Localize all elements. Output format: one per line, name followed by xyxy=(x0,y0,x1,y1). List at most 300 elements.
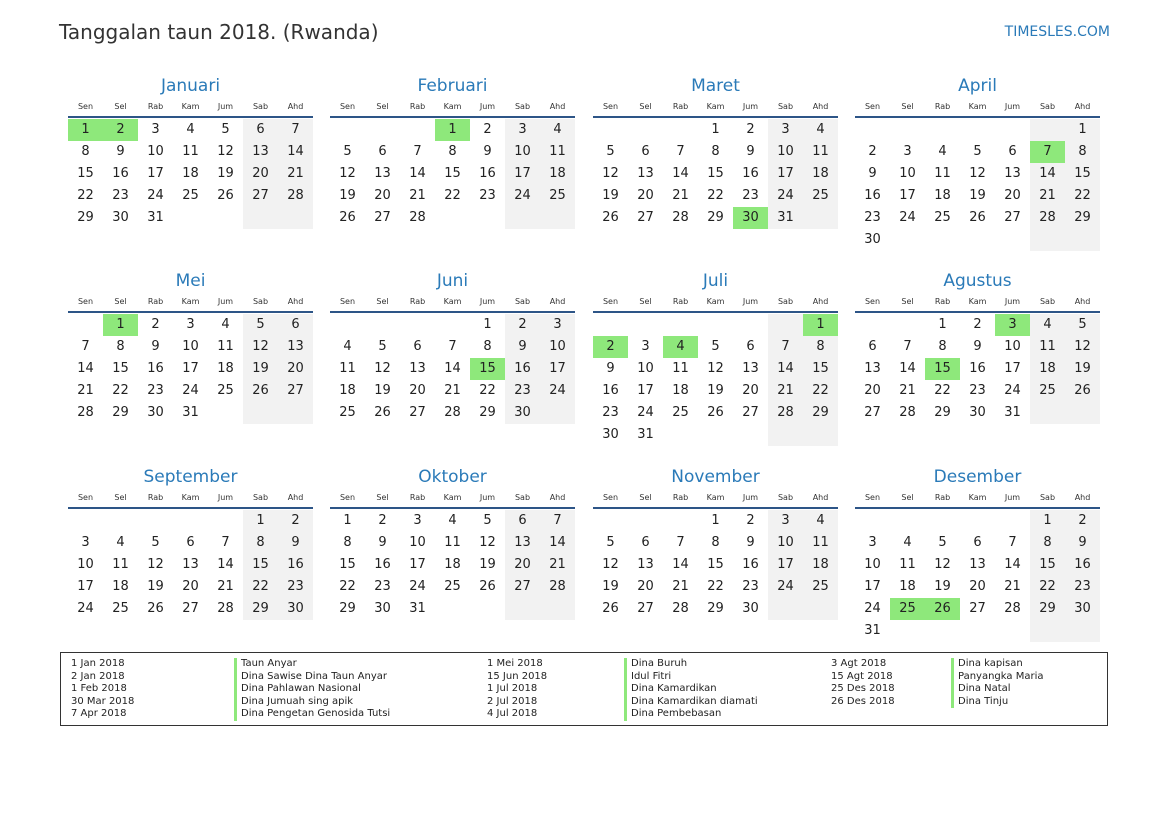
weekday-label: Kam xyxy=(181,493,200,502)
empty-cell xyxy=(540,402,575,424)
empty-cell xyxy=(435,207,470,229)
day-cell: 20 xyxy=(864,383,881,398)
month-rule xyxy=(855,116,1100,118)
day-cell: 16 xyxy=(479,166,496,181)
day-cell: 15 xyxy=(444,166,461,181)
day-cell: 9 xyxy=(868,166,877,181)
empty-cell xyxy=(803,424,838,446)
day-cell: 18 xyxy=(803,163,838,185)
day-cell: 25 xyxy=(339,405,356,420)
weekday-label: Rab xyxy=(409,297,426,306)
holiday-day-cell: 3 xyxy=(995,314,1030,336)
day-cell: 22 xyxy=(444,188,461,203)
empty-cell xyxy=(138,510,173,532)
day-cell: 28 xyxy=(278,185,313,207)
day-cell: 18 xyxy=(1030,358,1065,380)
holiday-name: Dina kapisan xyxy=(951,658,1043,671)
day-cell: 10 xyxy=(768,532,803,554)
day-cell: 28 xyxy=(899,405,916,420)
weekday-label: Jum xyxy=(742,493,759,502)
empty-cell xyxy=(435,598,470,620)
weekday-label: Sen xyxy=(339,102,356,111)
day-cell: 6 xyxy=(378,144,387,159)
weekday-label: Sel xyxy=(639,493,652,502)
empty-cell xyxy=(365,314,400,336)
empty-cell xyxy=(890,119,925,141)
empty-cell xyxy=(995,119,1030,141)
day-cell: 4 xyxy=(540,119,575,141)
day-cell: 6 xyxy=(278,314,313,336)
day-cell: 10 xyxy=(540,336,575,358)
day-cell: 25 xyxy=(934,210,951,225)
day-grid xyxy=(855,119,1100,251)
day-cell: 28 xyxy=(1030,207,1065,229)
day-cell: 17 xyxy=(540,358,575,380)
empty-cell xyxy=(68,314,103,336)
day-cell: 16 xyxy=(742,557,759,572)
day-cell: 17 xyxy=(505,163,540,185)
day-cell: 24 xyxy=(1004,383,1021,398)
day-cell: 20 xyxy=(505,554,540,576)
day-cell: 10 xyxy=(505,141,540,163)
empty-cell xyxy=(890,229,925,251)
weekday-label: Sel xyxy=(901,297,914,306)
day-cell: 5 xyxy=(378,339,387,354)
day-cell: 1 xyxy=(1065,119,1100,141)
day-cell: 12 xyxy=(374,361,391,376)
day-cell: 17 xyxy=(409,557,426,572)
holiday-day-cell: 15 xyxy=(470,358,505,380)
day-cell: 29 xyxy=(934,405,951,420)
day-grid xyxy=(593,510,838,620)
holiday-date: 3 Agt 2018 xyxy=(831,658,887,669)
day-cell: 18 xyxy=(672,383,689,398)
day-cell: 13 xyxy=(742,361,759,376)
day-cell: 11 xyxy=(672,361,689,376)
day-cell: 21 xyxy=(77,383,94,398)
day-cell: 14 xyxy=(899,361,916,376)
day-cell: 31 xyxy=(182,405,199,420)
day-cell: 29 xyxy=(707,601,724,616)
empty-cell xyxy=(593,119,628,141)
day-cell: 1 xyxy=(483,317,492,332)
empty-cell xyxy=(663,510,698,532)
weekday-label: Ahd xyxy=(287,297,304,306)
empty-cell xyxy=(330,119,365,141)
day-cell: 27 xyxy=(637,601,654,616)
day-cell: 26 xyxy=(243,380,278,402)
day-cell: 10 xyxy=(899,166,916,181)
day-cell: 8 xyxy=(711,535,720,550)
weekday-header xyxy=(330,295,575,309)
day-cell: 25 xyxy=(444,579,461,594)
day-cell: 10 xyxy=(637,361,654,376)
day-cell: 26 xyxy=(602,210,619,225)
day-grid xyxy=(593,314,838,446)
empty-cell xyxy=(960,119,995,141)
day-cell: 15 xyxy=(339,557,356,572)
day-cell: 3 xyxy=(903,144,912,159)
empty-cell xyxy=(1030,119,1065,141)
month-rule xyxy=(593,116,838,118)
day-cell: 10 xyxy=(864,557,881,572)
day-cell: 27 xyxy=(742,405,759,420)
day-cell: 4 xyxy=(343,339,352,354)
weekday-label: Jum xyxy=(217,493,234,502)
month-februari xyxy=(330,75,575,229)
day-cell: 19 xyxy=(374,383,391,398)
empty-cell xyxy=(1065,620,1100,642)
day-cell: 9 xyxy=(116,144,125,159)
holiday-name: Dina Jumuah sing apik xyxy=(234,696,390,709)
day-cell: 5 xyxy=(343,144,352,159)
day-cell: 19 xyxy=(217,166,234,181)
month-mei xyxy=(68,270,313,424)
day-cell: 23 xyxy=(602,405,619,420)
day-cell: 26 xyxy=(707,405,724,420)
empty-cell xyxy=(855,119,890,141)
day-cell: 14 xyxy=(1030,163,1065,185)
empty-cell xyxy=(698,314,733,336)
holiday-name: Dina Kamardikan xyxy=(624,683,758,696)
day-cell: 26 xyxy=(479,579,496,594)
empty-cell xyxy=(663,424,698,446)
day-cell: 7 xyxy=(676,535,685,550)
day-cell: 3 xyxy=(540,314,575,336)
day-cell: 11 xyxy=(217,339,234,354)
day-cell: 30 xyxy=(602,427,619,442)
holiday-day-cell: 4 xyxy=(663,336,698,358)
day-cell: 24 xyxy=(409,579,426,594)
day-cell: 22 xyxy=(112,383,129,398)
weekday-label: Jum xyxy=(217,297,234,306)
day-cell: 1 xyxy=(938,317,947,332)
day-cell: 24 xyxy=(77,601,94,616)
empty-cell xyxy=(505,207,540,229)
day-cell: 14 xyxy=(768,358,803,380)
day-cell: 11 xyxy=(182,144,199,159)
day-cell: 16 xyxy=(374,557,391,572)
day-cell: 31 xyxy=(637,427,654,442)
month-name: Desember xyxy=(933,467,1022,487)
empty-cell xyxy=(733,424,768,446)
day-cell: 27 xyxy=(864,405,881,420)
empty-cell xyxy=(628,510,663,532)
weekday-label: Sab xyxy=(514,297,531,306)
weekday-header xyxy=(330,100,575,114)
day-cell: 31 xyxy=(768,207,803,229)
day-grid xyxy=(855,510,1100,642)
day-cell: 8 xyxy=(343,535,352,550)
weekday-label: Sen xyxy=(77,102,94,111)
day-cell: 17 xyxy=(899,188,916,203)
weekday-header xyxy=(593,491,838,505)
day-cell: 1 xyxy=(243,510,278,532)
day-cell: 20 xyxy=(742,383,759,398)
day-cell: 14 xyxy=(672,557,689,572)
day-cell: 2 xyxy=(746,513,755,528)
month-rule xyxy=(330,116,575,118)
month-name: Juli xyxy=(702,271,729,291)
empty-cell xyxy=(400,314,435,336)
day-cell: 25 xyxy=(540,185,575,207)
holiday-name: Dina Natal xyxy=(951,683,1043,696)
day-cell: 24 xyxy=(637,405,654,420)
day-cell: 12 xyxy=(602,557,619,572)
weekday-label: Kam xyxy=(443,493,462,502)
day-cell: 29 xyxy=(479,405,496,420)
day-cell: 21 xyxy=(409,188,426,203)
day-cell: 3 xyxy=(868,535,877,550)
day-cell: 23 xyxy=(969,383,986,398)
month-april xyxy=(855,75,1100,251)
weekday-label: Rab xyxy=(147,297,164,306)
month-name: Februari xyxy=(417,76,488,96)
weekday-label: Sen xyxy=(864,493,881,502)
weekday-label: Sab xyxy=(514,102,531,111)
day-cell: 17 xyxy=(1004,361,1021,376)
day-cell: 2 xyxy=(973,317,982,332)
month-rule xyxy=(330,507,575,509)
day-cell: 29 xyxy=(707,210,724,225)
day-cell: 10 xyxy=(77,557,94,572)
day-cell: 27 xyxy=(243,185,278,207)
day-cell: 23 xyxy=(147,383,164,398)
day-cell: 15 xyxy=(707,557,724,572)
day-cell: 18 xyxy=(217,361,234,376)
day-cell: 7 xyxy=(676,144,685,159)
day-cell: 1 xyxy=(711,513,720,528)
weekday-label: Sen xyxy=(339,297,356,306)
month-name: Oktober xyxy=(418,467,487,487)
day-cell: 29 xyxy=(803,402,838,424)
month-juli xyxy=(593,270,838,446)
day-cell: 12 xyxy=(479,535,496,550)
day-cell: 2 xyxy=(505,314,540,336)
day-cell: 3 xyxy=(81,535,90,550)
day-cell: 9 xyxy=(278,532,313,554)
weekday-label: Kam xyxy=(706,297,725,306)
weekday-label: Ahd xyxy=(287,493,304,502)
weekday-label: Ahd xyxy=(812,102,829,111)
holiday-name: Dina Kamardikan diamati xyxy=(624,696,758,709)
day-cell: 2 xyxy=(1065,510,1100,532)
day-cell: 8 xyxy=(116,339,125,354)
month-rule xyxy=(855,311,1100,313)
day-cell: 2 xyxy=(868,144,877,159)
day-cell: 11 xyxy=(934,166,951,181)
day-cell: 31 xyxy=(409,601,426,616)
day-cell: 13 xyxy=(969,557,986,572)
day-cell: 18 xyxy=(899,579,916,594)
day-cell: 30 xyxy=(742,601,759,616)
day-cell: 15 xyxy=(1030,554,1065,576)
day-cell: 1 xyxy=(343,513,352,528)
empty-cell xyxy=(768,598,803,620)
day-cell: 28 xyxy=(409,210,426,225)
day-cell: 1 xyxy=(711,122,720,137)
weekday-label: Rab xyxy=(409,102,426,111)
day-grid xyxy=(68,119,313,229)
day-cell: 29 xyxy=(112,405,129,420)
day-cell: 25 xyxy=(1030,380,1065,402)
weekday-label: Kam xyxy=(968,102,987,111)
day-cell: 2 xyxy=(278,510,313,532)
day-cell: 29 xyxy=(77,210,94,225)
weekday-label: Sel xyxy=(376,297,389,306)
day-cell: 3 xyxy=(768,119,803,141)
weekday-header xyxy=(855,491,1100,505)
weekday-label: Sab xyxy=(1039,297,1056,306)
day-grid xyxy=(330,314,575,424)
empty-cell xyxy=(1065,402,1100,424)
day-cell: 6 xyxy=(243,119,278,141)
day-cell: 20 xyxy=(278,358,313,380)
weekday-label: Sel xyxy=(901,102,914,111)
empty-cell xyxy=(628,314,663,336)
empty-cell xyxy=(1030,620,1065,642)
day-cell: 23 xyxy=(1065,576,1100,598)
day-cell: 12 xyxy=(707,361,724,376)
day-cell: 25 xyxy=(112,601,129,616)
month-agustus xyxy=(855,270,1100,424)
day-cell: 15 xyxy=(243,554,278,576)
weekday-label: Rab xyxy=(672,102,689,111)
weekday-label: Sen xyxy=(602,297,619,306)
day-cell: 24 xyxy=(899,210,916,225)
day-cell: 7 xyxy=(413,144,422,159)
day-cell: 11 xyxy=(444,535,461,550)
weekday-label: Sab xyxy=(777,493,794,502)
day-cell: 30 xyxy=(278,598,313,620)
empty-cell xyxy=(1030,402,1065,424)
day-cell: 9 xyxy=(606,361,615,376)
day-grid xyxy=(68,510,313,620)
day-cell: 15 xyxy=(707,166,724,181)
day-cell: 8 xyxy=(1030,532,1065,554)
empty-cell xyxy=(208,402,243,424)
month-november xyxy=(593,466,838,620)
day-cell: 18 xyxy=(112,579,129,594)
day-cell: 17 xyxy=(768,554,803,576)
holiday-date: 7 Apr 2018 xyxy=(71,708,127,719)
day-cell: 18 xyxy=(540,163,575,185)
day-cell: 30 xyxy=(969,405,986,420)
day-cell: 16 xyxy=(602,383,619,398)
holiday-names-col-1 xyxy=(234,658,390,721)
weekday-header xyxy=(68,295,313,309)
holiday-day-cell: 2 xyxy=(103,119,138,141)
holiday-date: 2 Jul 2018 xyxy=(487,695,538,707)
weekday-label: Jum xyxy=(479,493,496,502)
weekday-label: Sel xyxy=(114,297,127,306)
day-cell: 18 xyxy=(934,188,951,203)
empty-cell xyxy=(540,598,575,620)
day-cell: 25 xyxy=(217,383,234,398)
day-cell: 15 xyxy=(803,358,838,380)
day-cell: 14 xyxy=(444,361,461,376)
day-cell: 20 xyxy=(637,579,654,594)
day-cell: 14 xyxy=(217,557,234,572)
day-cell: 18 xyxy=(803,554,838,576)
weekday-label: Jum xyxy=(479,297,496,306)
weekday-label: Sel xyxy=(639,102,652,111)
day-cell: 6 xyxy=(868,339,877,354)
holiday-names-col-3 xyxy=(951,658,1043,708)
weekday-label: Rab xyxy=(409,493,426,502)
day-cell: 19 xyxy=(1065,358,1100,380)
empty-cell xyxy=(593,314,628,336)
day-cell: 22 xyxy=(1065,185,1100,207)
day-cell: 15 xyxy=(1065,163,1100,185)
day-cell: 9 xyxy=(973,339,982,354)
day-cell: 9 xyxy=(151,339,160,354)
site-link[interactable]: TIMESLES.COM xyxy=(1004,24,1110,40)
empty-cell xyxy=(925,229,960,251)
day-cell: 21 xyxy=(672,579,689,594)
day-cell: 26 xyxy=(339,210,356,225)
day-cell: 26 xyxy=(602,601,619,616)
day-cell: 28 xyxy=(768,402,803,424)
day-cell: 16 xyxy=(742,166,759,181)
day-cell: 28 xyxy=(444,405,461,420)
day-cell: 9 xyxy=(483,144,492,159)
day-cell: 28 xyxy=(77,405,94,420)
weekday-label: Sab xyxy=(1039,102,1056,111)
weekday-label: Kam xyxy=(706,493,725,502)
empty-cell xyxy=(995,510,1030,532)
empty-cell xyxy=(733,314,768,336)
day-cell: 7 xyxy=(81,339,90,354)
day-cell: 6 xyxy=(1008,144,1017,159)
day-cell: 22 xyxy=(1030,576,1065,598)
weekday-header xyxy=(330,491,575,505)
weekday-label: Sab xyxy=(514,493,531,502)
day-cell: 13 xyxy=(409,361,426,376)
holiday-day-cell: 26 xyxy=(925,598,960,620)
day-cell: 30 xyxy=(1065,598,1100,620)
day-cell: 7 xyxy=(278,119,313,141)
month-name: Juni xyxy=(436,271,469,291)
day-cell: 20 xyxy=(1004,188,1021,203)
day-cell: 5 xyxy=(938,535,947,550)
weekday-label: Ahd xyxy=(549,493,566,502)
day-cell: 24 xyxy=(768,576,803,598)
weekday-label: Ahd xyxy=(1074,297,1091,306)
weekday-label: Sen xyxy=(602,102,619,111)
day-cell: 8 xyxy=(803,336,838,358)
holiday-name: Dina Pengetan Genosida Tutsi xyxy=(234,708,390,721)
day-cell: 19 xyxy=(969,188,986,203)
day-cell: 4 xyxy=(186,122,195,137)
day-cell: 12 xyxy=(217,144,234,159)
day-grid xyxy=(330,510,575,620)
empty-cell xyxy=(400,119,435,141)
holiday-list xyxy=(60,652,1108,726)
day-cell: 19 xyxy=(147,579,164,594)
day-cell: 7 xyxy=(221,535,230,550)
holiday-dates-col-1 xyxy=(71,658,134,721)
day-cell: 17 xyxy=(147,166,164,181)
day-cell: 23 xyxy=(864,210,881,225)
day-cell: 11 xyxy=(112,557,129,572)
weekday-label: Rab xyxy=(934,102,951,111)
day-cell: 10 xyxy=(182,339,199,354)
day-cell: 14 xyxy=(1004,557,1021,572)
day-cell: 13 xyxy=(243,141,278,163)
empty-cell xyxy=(768,424,803,446)
day-cell: 31 xyxy=(1004,405,1021,420)
